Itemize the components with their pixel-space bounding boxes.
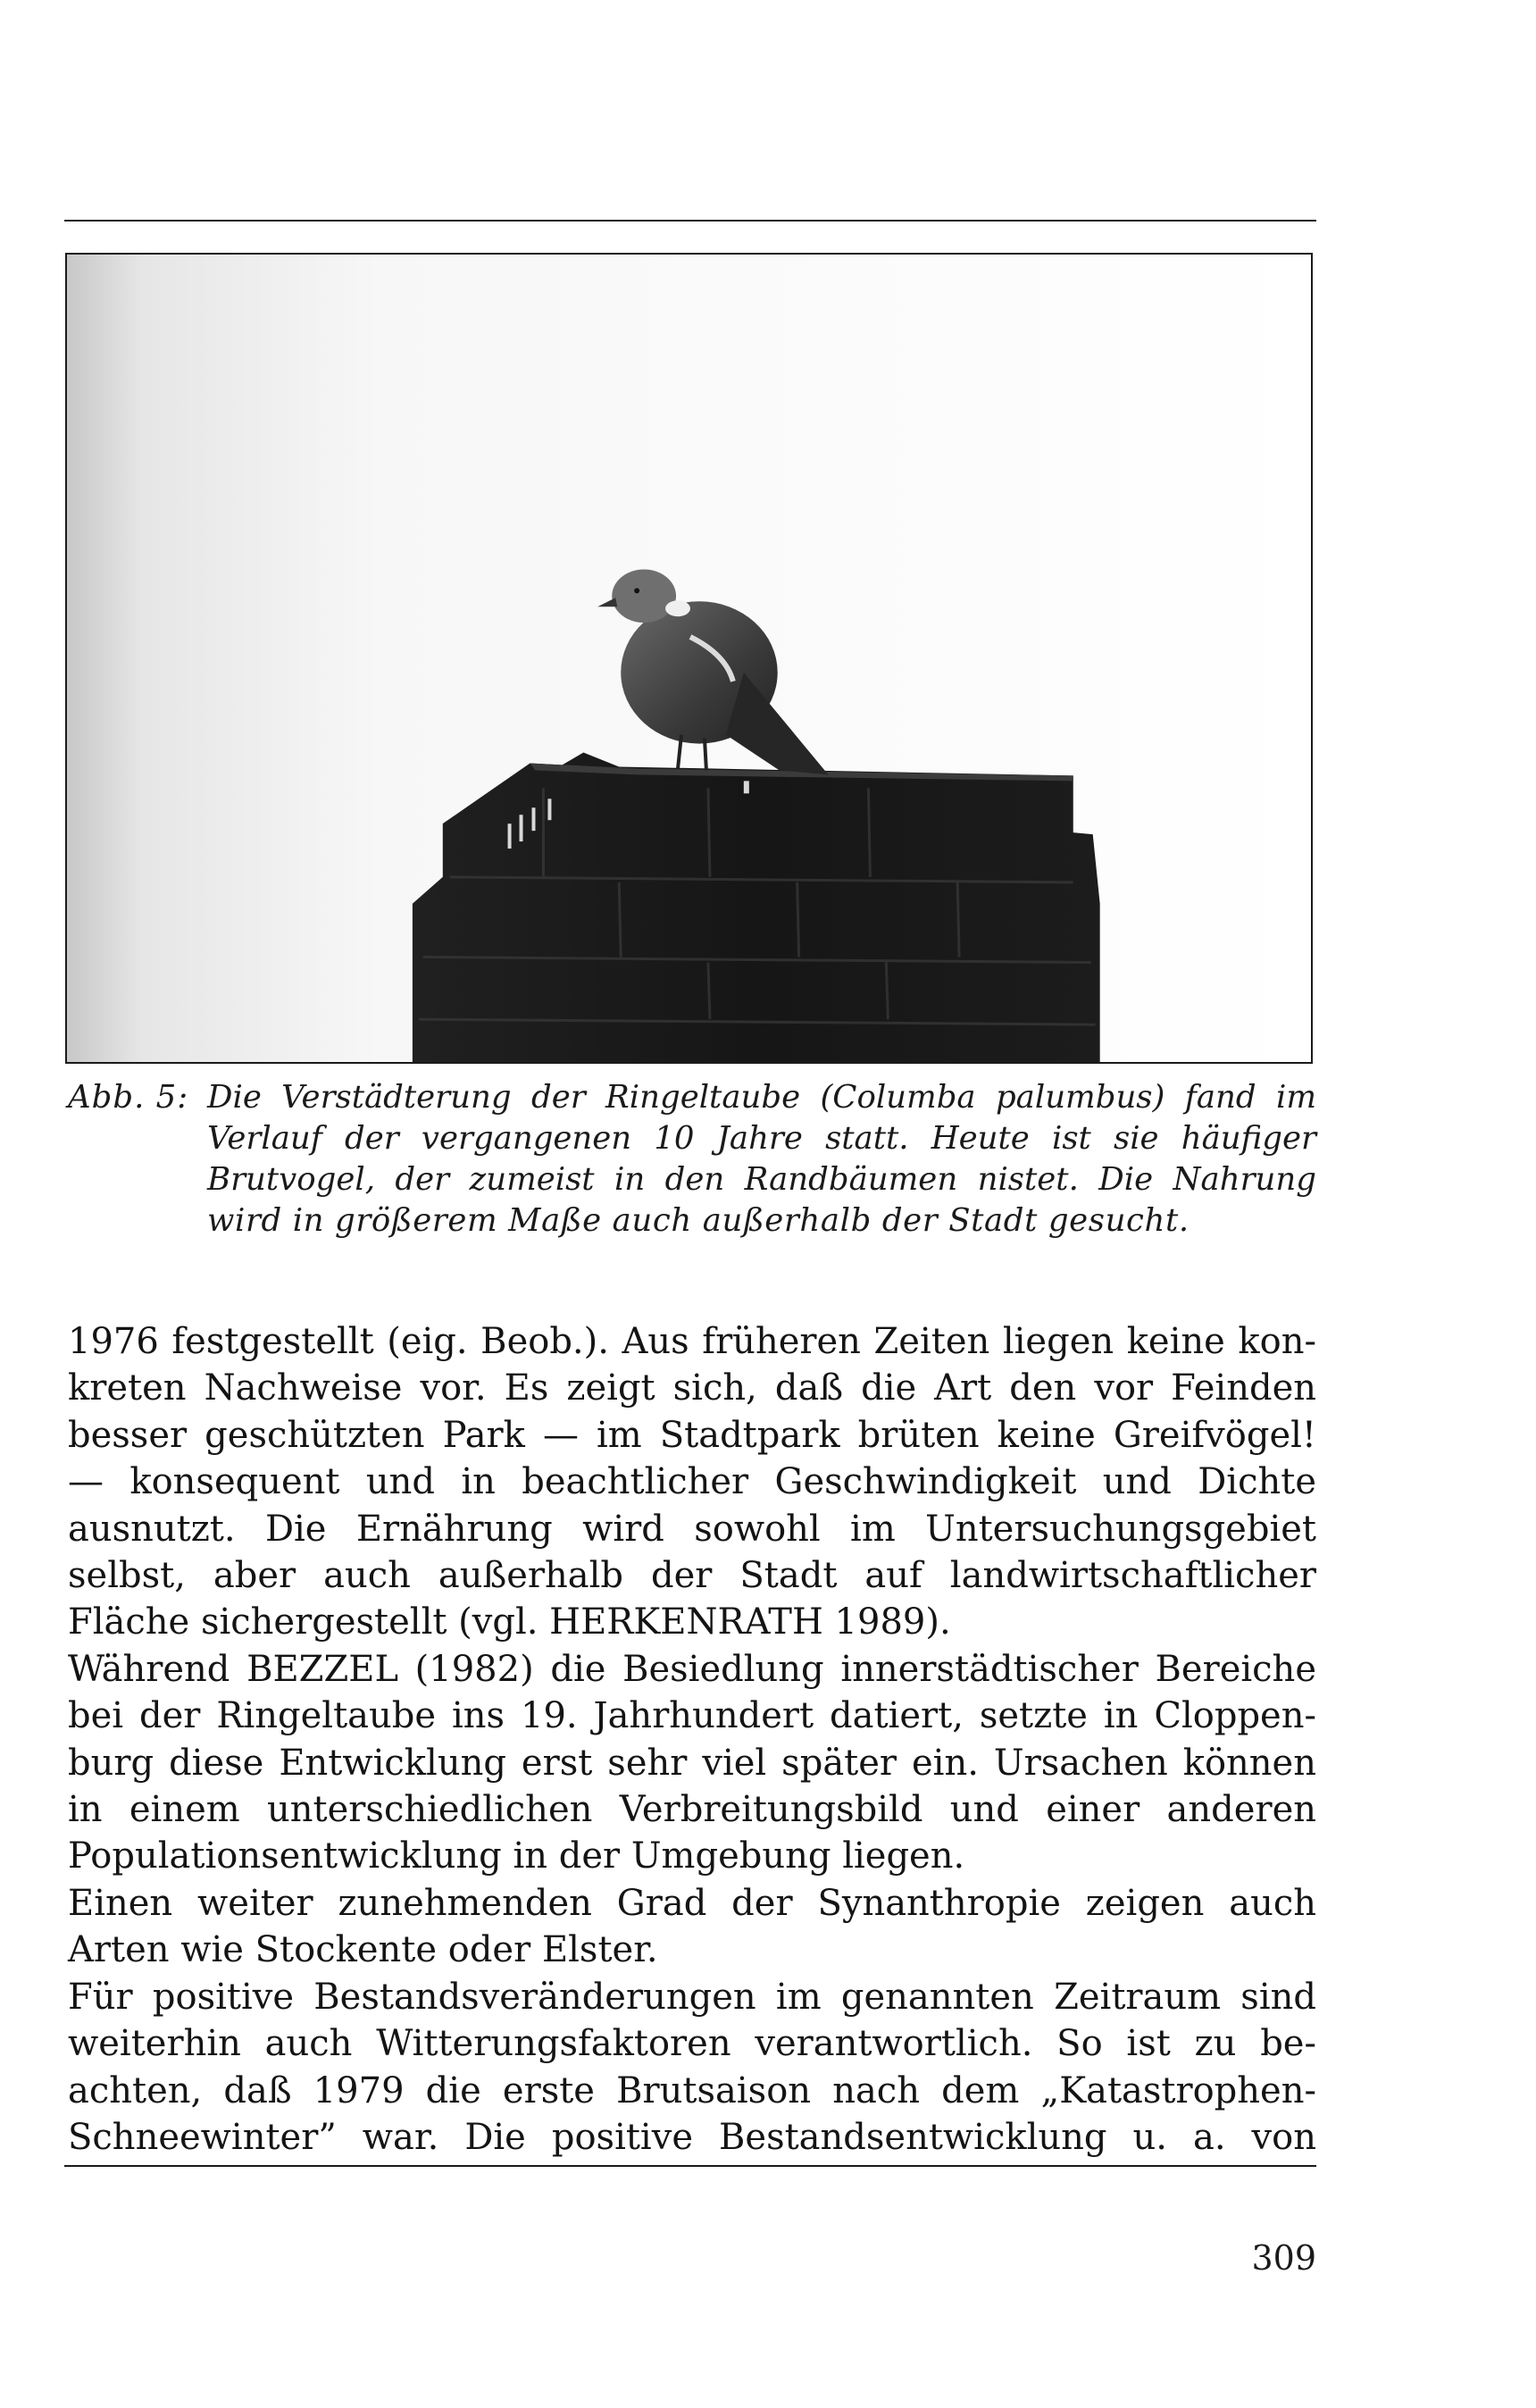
body-line: Arten wie Stockente oder Elster. xyxy=(68,1929,658,1971)
body-line: burg diese Entwicklung erst sehr viel später ein. Ursachen können xyxy=(68,1742,1316,1784)
body-line: Populationsentwicklung in der Umgebung liegen. xyxy=(68,1835,965,1877)
page-number: 309 xyxy=(1251,2238,1316,2278)
body-line: weiterhin auch Witterungsfaktoren verantwortlich. So ist zu be- xyxy=(68,2023,1316,2065)
body-text xyxy=(68,1318,1316,2161)
body-line: ausnutzt. Die Ernährung wird sowohl im Untersuchungsgebiet xyxy=(68,1508,1316,1550)
caption-label: Abb. 5: xyxy=(68,1079,189,1116)
body-line: Für positive Bestandsveränderungen im genannten Zeitraum sind xyxy=(68,1976,1316,2018)
body-line: Einen weiter zunehmenden Grad der Synanthropie zeigen auch xyxy=(68,1882,1316,1924)
body-line: selbst, aber auch außerhalb der Stadt auf landwirtschaftlicher xyxy=(68,1555,1316,1597)
caption-line: wird in größerem Maße auch außerhalb der Stadt gesucht. xyxy=(207,1202,1190,1239)
body-line: achten, daß 1979 die erste Brutsaison nach dem „Katastrophen- xyxy=(68,2069,1316,2111)
body-line: besser geschützten Park — im Stadtpark brüten keine Greifvögel! xyxy=(68,1414,1316,1456)
body-line: kreten Nachweise vor. Es zeigt sich, daß die Art den vor Feinden xyxy=(68,1367,1316,1409)
caption-line: Brutvogel, der zumeist in den Randbäumen nistet. Die Nahrung xyxy=(207,1161,1316,1198)
caption-line: Verlauf der vergangenen 10 Jahre statt. Heute ist sie häufiger xyxy=(207,1120,1316,1157)
body-line: — konsequent und in beachtlicher Geschwindigkeit und Dichte xyxy=(68,1461,1316,1503)
body-line: bei der Ringeltaube ins 19. Jahrhundert datiert, setzte in Cloppen- xyxy=(68,1695,1316,1737)
body-line: 1976 festgestellt (eig. Beob.). Aus früheren Zeiten liegen keine kon- xyxy=(68,1321,1316,1362)
body-line: Schneewinter” war. Die positive Bestandsentwicklung u. a. von xyxy=(68,2116,1316,2158)
header-rule xyxy=(64,220,1316,222)
figure-caption xyxy=(68,1077,1316,1242)
caption-text xyxy=(207,1077,1316,1242)
body-line: Während BEZZEL (1982) die Besiedlung innerstädtischer Bereiche xyxy=(68,1648,1316,1690)
body-line: Fläche sichergestellt (vgl. HERKENRATH 1989). xyxy=(68,1601,951,1643)
footer-rule xyxy=(64,2165,1316,2167)
caption-line: Die Verstädterung der Ringeltaube (Columba palumbus) fand im xyxy=(207,1079,1316,1116)
pigeon-on-pillar-photo xyxy=(67,255,1311,1062)
figure-photo xyxy=(65,253,1313,1064)
body-line: in einem unterschiedlichen Verbreitungsbild und einer anderen xyxy=(68,1789,1316,1831)
